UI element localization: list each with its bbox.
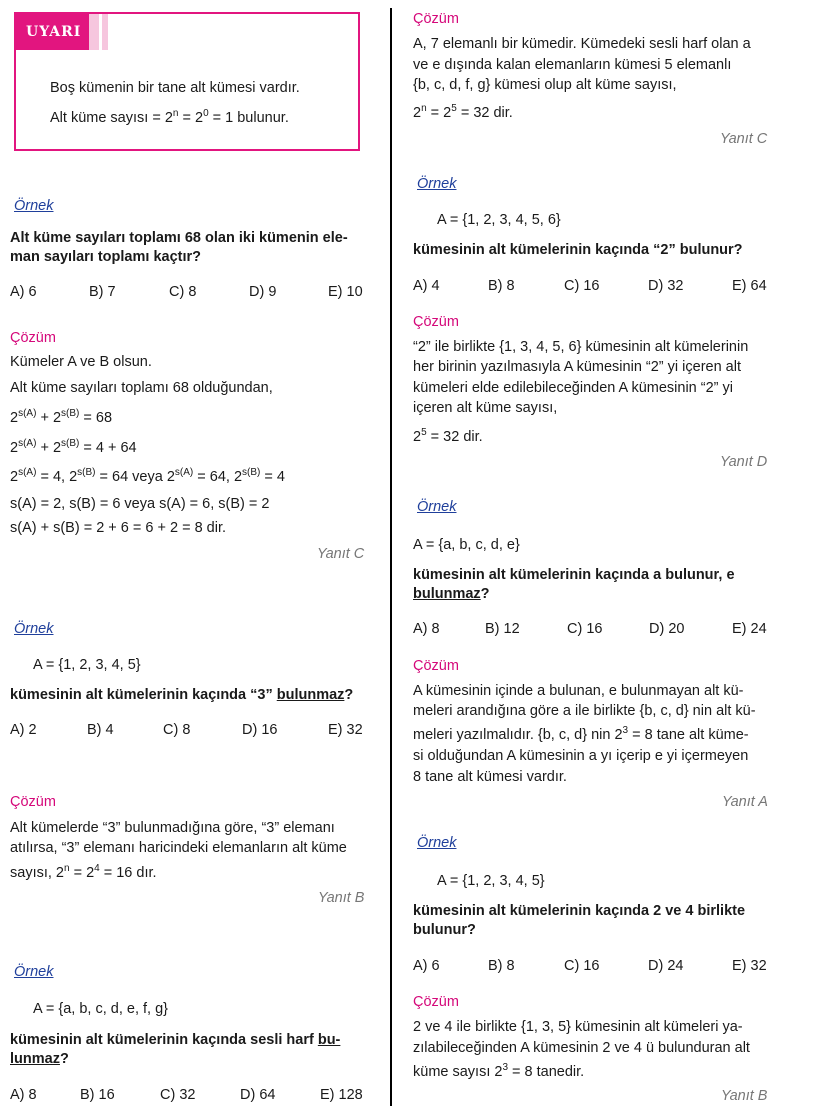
solution-line: A, 7 elemanlı bir kümedir. Kümedeki sesli harf olan a <box>413 36 751 52</box>
solution-line: kümeleri elde edilebileceğinden A kümesinin “2” yi <box>413 380 733 396</box>
question-line: kümesinin alt kümelerinin kaçında sesli harf bu- <box>10 1032 341 1048</box>
equation: $2^{s(A)} + 2^{s(B)} = 4 + 64$ <box>10 438 137 456</box>
column-divider <box>390 8 392 394</box>
solution-line: içeren alt küme sayısı, <box>413 400 558 416</box>
solution-line: $2^5 = 32$ dir. <box>413 427 483 445</box>
option-e: E) 64 <box>732 278 767 294</box>
question-line: Alt küme sayıları toplamı 68 olan iki kümenin ele- <box>10 230 348 246</box>
example-label: Örnek <box>14 964 54 980</box>
option-e: E) 32 <box>328 722 363 738</box>
option-c: C) 16 <box>567 621 603 637</box>
option-b: B) 12 <box>485 621 520 637</box>
solution-line: {b, c, d, f, g} kümesi olup alt küme sayısı, <box>413 77 677 93</box>
option-d: D) 64 <box>240 1087 276 1103</box>
question-line: bulunmaz? <box>413 586 490 602</box>
option-b: B) 8 <box>488 278 515 294</box>
answer-label: Yanıt D <box>720 454 768 470</box>
solution-label: Çözüm <box>413 11 459 27</box>
option-a: A) 2 <box>10 722 37 738</box>
solution-line: 2 ve 4 ile birlikte {1, 3, 5} kümesinin alt kümeleri ya- <box>413 1019 743 1035</box>
warning-stripe <box>102 14 108 50</box>
equation: $2^{s(A)} + 2^{s(B)} = 68$ <box>10 408 113 426</box>
warning-line-2: Alt küme sayısı = $2^n = 2^0 = 1$ bulunur. <box>50 108 289 126</box>
example-label: Örnek <box>417 835 457 851</box>
option-d: D) 16 <box>242 722 278 738</box>
option-c: C) 8 <box>163 722 191 738</box>
option-c: C) 32 <box>160 1087 196 1103</box>
option-d: D) 24 <box>648 958 684 974</box>
example-label: Örnek <box>417 176 457 192</box>
equation: s(A) + s(B) = 2 + 6 = 6 + 2 = 8 dir. <box>10 520 226 536</box>
question-line: kümesinin alt kümelerinin kaçında “3” bulunmaz? <box>10 687 354 703</box>
option-b: B) 7 <box>89 284 116 300</box>
solution-line: sayısı, $2^n = 2^4 = 16$ dır. <box>10 863 157 881</box>
solution-line: $2^n = 2^5 = 32$ dir. <box>413 103 513 121</box>
option-e: E) 10 <box>328 284 363 300</box>
question-line: kümesinin alt kümelerinin kaçında “2” bulunur? <box>413 242 743 258</box>
equation: $2^{s(A)} = 4$, $2^{s(B)} = 64$ veya $2^{s(A)} = 64$, $2^{s(B)} = 4$ <box>10 467 285 485</box>
solution-label: Çözüm <box>413 658 459 674</box>
example-label: Örnek <box>417 499 457 515</box>
option-c: C) 16 <box>564 278 600 294</box>
answer-label: Yanıt B <box>318 890 365 906</box>
option-a: A) 6 <box>10 284 37 300</box>
answer-label: Yanıt B <box>721 1088 768 1104</box>
example-label: Örnek <box>14 621 54 637</box>
solution-line: Alt kümelerde “3” bulunmadığına göre, “3” elemanı <box>10 820 335 836</box>
question-line: bulunur? <box>413 922 476 938</box>
option-d: D) 32 <box>648 278 684 294</box>
answer-label: Yanıt C <box>317 546 365 562</box>
set-definition: A = {a, b, c, d, e} <box>413 537 520 553</box>
option-d: D) 9 <box>249 284 277 300</box>
option-e: E) 128 <box>320 1087 363 1103</box>
equation: s(A) = 2, s(B) = 6 veya s(A) = 6, s(B) = 2 <box>10 496 270 512</box>
warning-stripe <box>89 14 99 50</box>
solution-line: küme sayısı $2^3 = 8$ tanedir. <box>413 1062 585 1080</box>
solution-line: A kümesinin içinde a bulunan, e bulunmayan alt kü- <box>413 683 744 699</box>
warning-line-1: Boş kümenin bir tane alt kümesi vardır. <box>50 80 300 96</box>
solution-line: Kümeler A ve B olsun. <box>10 354 152 370</box>
solution-line: meleri yazılmalıdır. {b, c, d} nin $2^3 = 8$ tane alt küme- <box>413 725 749 743</box>
option-c: C) 8 <box>169 284 197 300</box>
option-a: A) 8 <box>413 621 440 637</box>
option-a: A) 8 <box>10 1087 37 1103</box>
answer-label: Yanıt A <box>722 794 768 810</box>
solution-label: Çözüm <box>413 994 459 1010</box>
question-line: man sayıları toplamı kaçtır? <box>10 249 201 265</box>
option-b: B) 16 <box>80 1087 115 1103</box>
set-definition: A = {1, 2, 3, 4, 5} <box>33 657 141 673</box>
question-line: kümesinin alt kümelerinin kaçında 2 ve 4 birlikte <box>413 903 746 919</box>
solution-line: si olduğundan A kümesinin a yı içerip e yi içermeyen <box>413 748 749 764</box>
solution-line: zılabileceğinden A kümesinin 2 ve 4 ü bulunduran alt <box>413 1040 750 1056</box>
example-label: Örnek <box>14 198 54 214</box>
option-e: E) 24 <box>732 621 767 637</box>
solution-line: ve e dışında kalan elemanların kümesi 5 elemanlı <box>413 57 732 73</box>
set-definition: A = {1, 2, 3, 4, 5} <box>437 873 545 889</box>
solution-line: meleri arandığına göre a ile birlikte {b, c, d} nin alt kü- <box>413 703 756 719</box>
solution-label: Çözüm <box>10 330 56 346</box>
option-b: B) 4 <box>87 722 114 738</box>
solution-line: Alt küme sayıları toplamı 68 olduğundan, <box>10 380 273 396</box>
option-a: A) 4 <box>413 278 440 294</box>
question-line: lunmaz? <box>10 1051 69 1067</box>
option-c: C) 16 <box>564 958 600 974</box>
solution-line: “2” ile birlikte {1, 3, 4, 5, 6} kümesinin alt kümelerinin <box>413 339 749 355</box>
column-divider-lower <box>390 394 392 1106</box>
option-e: E) 32 <box>732 958 767 974</box>
option-d: D) 20 <box>649 621 685 637</box>
warning-title: UYARI <box>16 14 89 50</box>
option-a: A) 6 <box>413 958 440 974</box>
solution-line: her birinin yazılmasıyla A kümesinin “2” yi içeren alt <box>413 359 741 375</box>
option-b: B) 8 <box>488 958 515 974</box>
solution-label: Çözüm <box>10 794 56 810</box>
set-definition: A = {1, 2, 3, 4, 5, 6} <box>437 212 561 228</box>
answer-label: Yanıt C <box>720 131 768 147</box>
solution-line: 8 tane alt kümesi vardır. <box>413 769 567 785</box>
question-line: kümesinin alt kümelerinin kaçında a bulunur, e <box>413 567 735 583</box>
solution-line: atılırsa, “3” elemanı haricindeki elemanların alt küme <box>10 840 347 856</box>
set-definition: A = {a, b, c, d, e, f, g} <box>33 1001 169 1017</box>
solution-label: Çözüm <box>413 314 459 330</box>
